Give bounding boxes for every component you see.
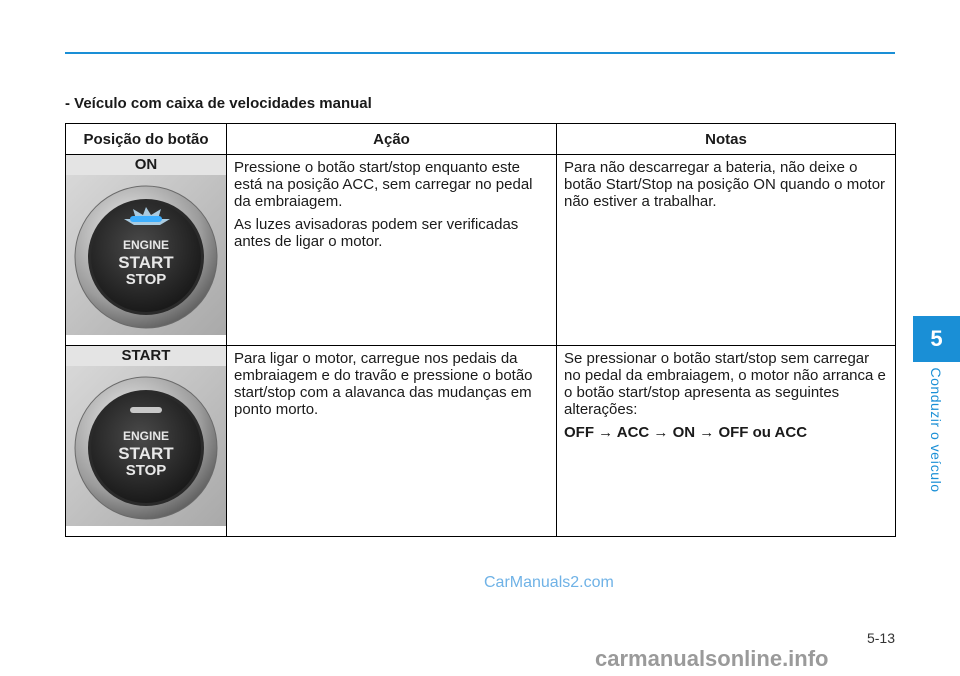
table-row <box>66 155 896 346</box>
page-number: 5-13 <box>866 630 895 646</box>
action-paragraph: As luzes avisadoras podem ser verificadas antes de ligar o motor. <box>234 216 519 250</box>
button-text-engine: ENGINE <box>122 238 170 252</box>
notes-cell <box>557 346 896 537</box>
action-paragraph: Pressione o botão start/stop enquanto este está na posição ACC, sem carregar no pedal da embraiagem. <box>234 159 533 210</box>
button-text-engine: ENGINE <box>122 429 170 443</box>
engine-start-stop-button-start-illustration <box>66 366 226 526</box>
position-label: START <box>66 346 226 366</box>
button-text-stop: STOP <box>125 271 167 288</box>
button-text-start: START <box>118 253 174 272</box>
position-cell <box>66 346 227 537</box>
start-stop-table <box>65 123 896 537</box>
header-notes: Notas <box>557 124 896 155</box>
watermark-carmanualsonline: carmanualsonline.info <box>595 646 829 671</box>
table-header-row <box>66 124 896 155</box>
section-heading: - Veículo com caixa de velocidades manual <box>65 95 372 112</box>
watermark-carmanuals2: CarManuals2.com <box>484 574 614 591</box>
position-label: ON <box>66 155 226 175</box>
engine-start-stop-button-on-illustration <box>66 175 226 335</box>
state-sequence: OFF → ACC → ON → OFF ou ACC <box>564 424 808 441</box>
header-action: Ação <box>227 124 557 155</box>
button-text-stop: STOP <box>125 462 167 479</box>
action-paragraph: Para ligar o motor, carregue nos pedais da embraiagem e do travão e pressione o botão start/stop com a alavanca das mudanças em ponto morto. <box>234 350 533 418</box>
action-cell <box>227 155 557 346</box>
top-rule <box>65 52 895 54</box>
table-row <box>66 346 896 537</box>
button-text-start: START <box>118 444 174 463</box>
chapter-number-tab: 5 <box>913 316 960 362</box>
notes-cell <box>557 155 896 346</box>
led-indicator-icon <box>130 407 162 413</box>
action-cell <box>227 346 557 537</box>
notes-paragraph: Se pressionar o botão start/stop sem carregar no pedal da embraiagem, o motor não arranca e o botão start/stop apresenta as seguintes alterações: <box>564 350 886 418</box>
header-position: Posição do botão <box>66 124 227 155</box>
position-cell <box>66 155 227 346</box>
chapter-title: Conduzir o veículo <box>928 367 944 493</box>
notes-paragraph: Para não descarregar a bateria, não deixe o botão Start/Stop na posição ON quando o motor não estiver a trabalhar. <box>564 159 886 210</box>
